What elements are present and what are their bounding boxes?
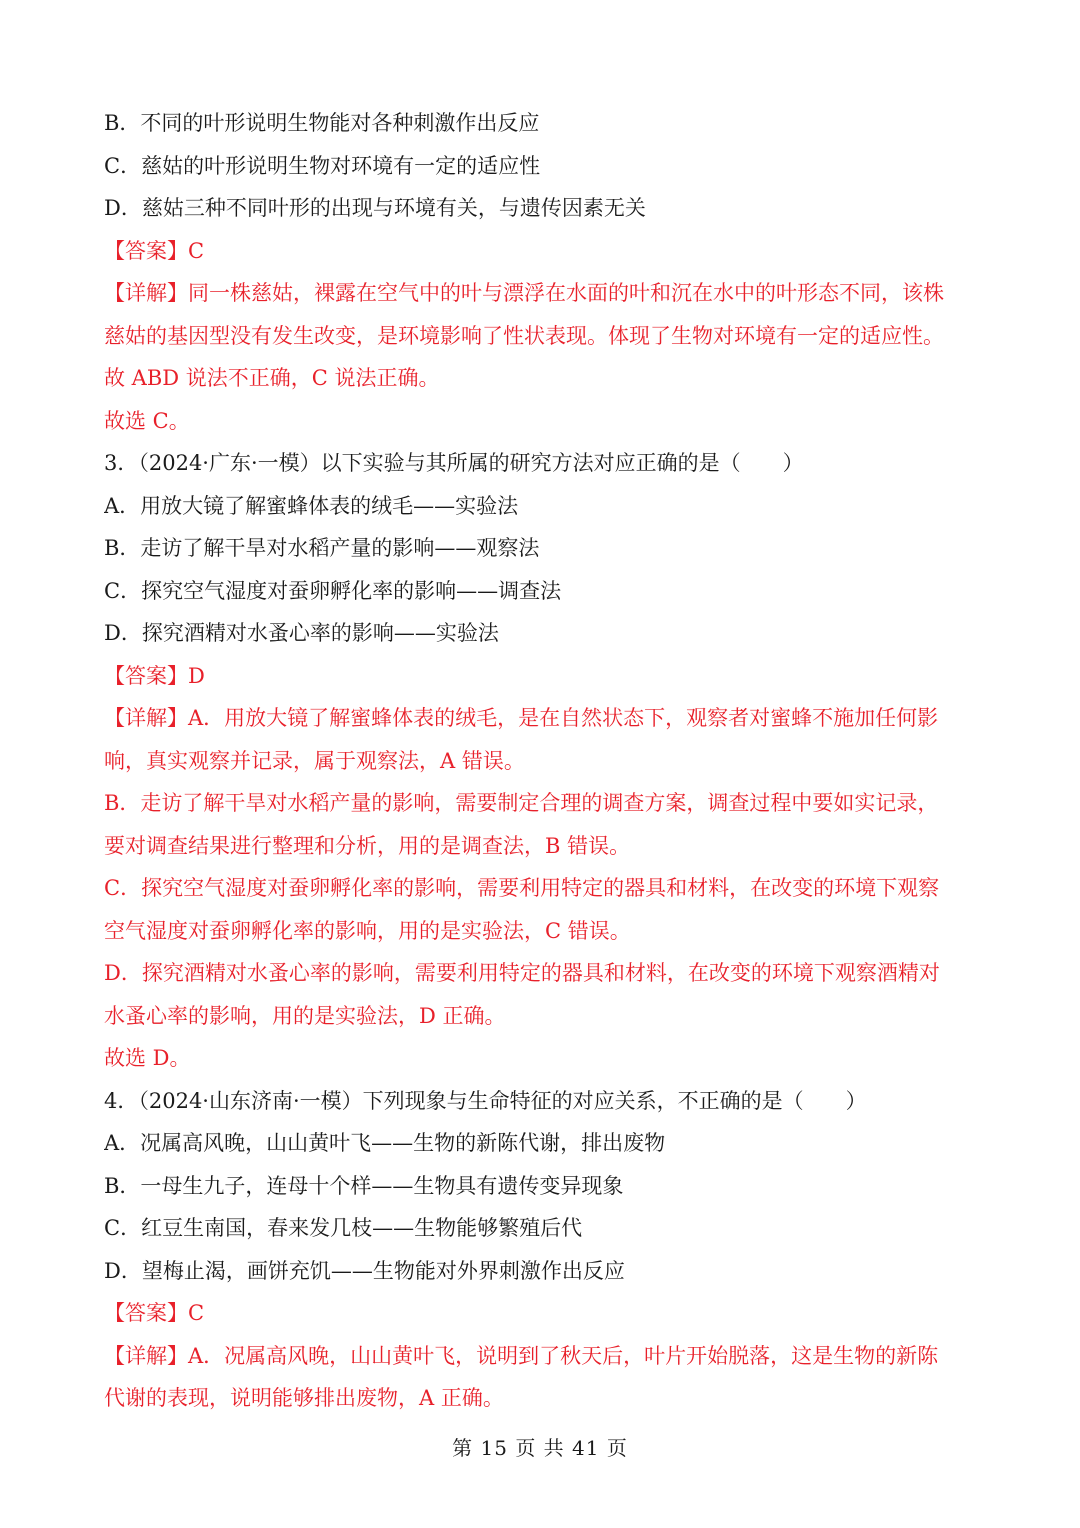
explanation-line: 【详解】同一株慈姑，裸露在空气中的叶与漂浮在水面的叶和沉在水中的叶形态不同，该株 (104, 281, 944, 305)
document-page (104, 102, 984, 1420)
text-line: C．慈姑的叶形说明生物对环境有一定的适应性 (104, 153, 541, 178)
explanation-line: 空气湿度对蚕卵孵化率的影响，用的是实验法，C 错误。 (104, 918, 631, 943)
option-line: A．用放大镜了解蜜蜂体表的绒毛——实验法 (104, 493, 519, 518)
text-line: D．慈姑三种不同叶形的出现与环境有关，与遗传因素无关 (104, 196, 646, 220)
option-line: D．探究酒精对水蚤心率的影响——实验法 (104, 621, 499, 645)
text-line: B．不同的叶形说明生物能对各种刺激作出反应 (104, 111, 540, 135)
option-line: C．探究空气湿度对蚕卵孵化率的影响——调查法 (104, 578, 562, 603)
explanation-line: 慈姑的基因型没有发生改变，是环境影响了性状表现。体现了生物对环境有一定的适应性。 (104, 323, 944, 348)
conclusion-line: 故选 C。 (104, 408, 190, 433)
explanation-line: 故 ABD 说法不正确，C 说法正确。 (104, 366, 440, 390)
explanation-line: B．走访了解干旱对水稻产量的影响，需要制定合理的调查方案，调查过程中要如实记录， (104, 791, 939, 815)
explanation-line: 水蚤心率的影响，用的是实验法，D 正确。 (104, 1003, 506, 1028)
option-line: B．一母生九子，连母十个样——生物具有遗传变异现象 (104, 1173, 624, 1198)
question-line: 3．（2024·广东·一模）以下实验与其所属的研究方法对应正确的是（ ） (104, 451, 804, 475)
explanation-line: 代谢的表现，说明能够排出废物，A 正确。 (104, 1386, 504, 1410)
explanation-line: 【详解】A．用放大镜了解蜜蜂体表的绒毛，是在自然状态下，观察者对蜜蜂不施加任何影 (104, 706, 939, 730)
question-line: 4．（2024·山东济南·一模）下列现象与生命特征的对应关系，不正确的是（ ） (104, 1088, 867, 1113)
option-line: A．况属高风晚，山山黄叶飞——生物的新陈代谢，排出废物 (104, 1131, 666, 1155)
option-line: C．红豆生南国，春来发几枝——生物能够繁殖后代 (104, 1216, 583, 1240)
explanation-line: 响，真实观察并记录，属于观察法，A 错误。 (104, 748, 525, 773)
conclusion-line: 故选 D。 (104, 1046, 191, 1070)
explanation-line: 【详解】A．况属高风晚，山山黄叶飞，说明到了秋天后，叶片开始脱落，这是生物的新陈 (104, 1343, 939, 1368)
page-number-footer: 第 15 页 共 41 页 (452, 1436, 628, 1460)
explanation-line: 要对调查结果进行整理和分析，用的是调查法，B 错误。 (104, 833, 631, 858)
explanation-line: D．探究酒精对水蚤心率的影响，需要利用特定的器具和材料，在改变的环境下观察酒精对 (104, 961, 940, 985)
answer-line: 【答案】C (104, 1301, 205, 1325)
explanation-line: C．探究空气湿度对蚕卵孵化率的影响，需要利用特定的器具和材料，在改变的环境下观察 (104, 876, 940, 900)
option-line: D．望梅止渴，画饼充饥——生物能对外界刺激作出反应 (104, 1258, 625, 1283)
answer-line: 【答案】D (104, 663, 205, 688)
option-line: B．走访了解干旱对水稻产量的影响——观察法 (104, 536, 540, 560)
answer-line: 【答案】C (104, 238, 205, 263)
